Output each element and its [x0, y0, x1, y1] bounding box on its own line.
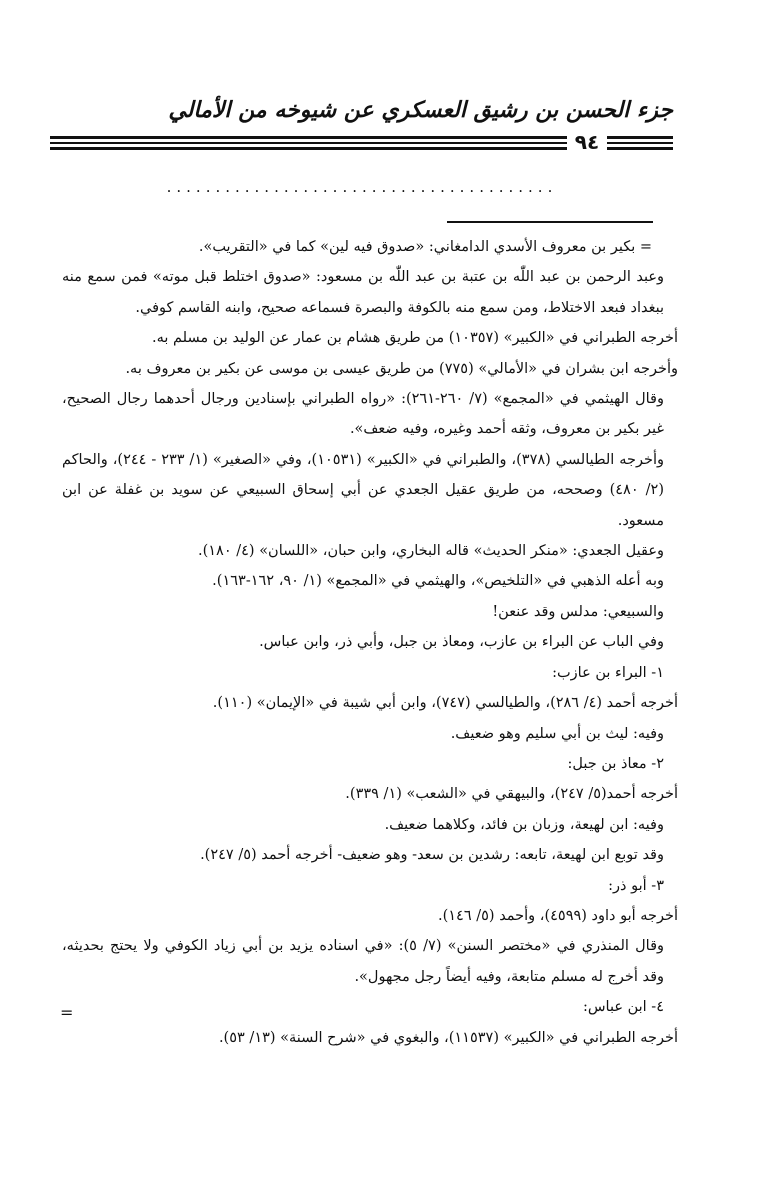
- footnote-line: وعقيل الجعدي: «منكر الحديث» قاله البخاري، وابن حبان، «اللسان» (٤/ ١٨٠).: [197, 543, 664, 560]
- footnote-line: وعبد الرحمن بن عبد اللّٰه بن عتبة بن عبد اللّٰه بن مسعود: «صدوق اختلط قبل موته» فمن سمع منه ببغداد فبعد الاختلاط، ومن سمع منه بالكوفة والبصرة فسماعه صحيح، وابنه القاسم كوفي.: [62, 269, 664, 316]
- footnote-line: أخرجه الطبراني في «الكبير» (١٠٣٥٧) من طريق هشام بن عمار عن الوليد بن مسلم به.: [151, 330, 678, 347]
- running-header-title: جزء الحسن بن رشيق العسكري عن شيوخه من الأمالي: [168, 97, 673, 123]
- footnote-line: وقد توبع ابن لهيعة، تابعه: رشدين بن سعد- وهو ضعيف- أخرجه أحمد (٥/ ٢٤٧).: [200, 847, 664, 864]
- footnote-line: أخرجه الطبراني في «الكبير» (١١٥٣٧)، والبغوي في «شرح السنة» (١٣/ ٥٣).: [218, 1029, 678, 1046]
- dotted-separator: ........................................: [166, 178, 558, 196]
- footnote-text: [62, 232, 678, 1053]
- footnote-line: والسبيعي: مدلس وقد عنعن!: [492, 603, 664, 620]
- footnote-rule: [447, 221, 653, 223]
- continuation-mark: =: [60, 1003, 74, 1022]
- footnote-line: وقال الهيثمي في «المجمع» (٧/ ٢٦٠-٢٦١): «رواه الطبراني بإسنادين ورجال أحدهما رجال الصحيح، غير بكير بن معروف، وثقه أحمد وغيره، وفيه ضعف».: [62, 391, 664, 438]
- footnote-line: وبه أعله الذهبي في «التلخيص»، والهيثمي في «المجمع» (١/ ٩٠، ١٦٢-١٦٣).: [212, 573, 664, 590]
- footnote-line: ٤- ابن عباس:: [582, 999, 664, 1016]
- footnote-line: أخرجه أحمد (٤/ ٢٨٦)، والطيالسي (٧٤٧)، وابن أبي شيبة في «الإيمان» (١١٠).: [212, 695, 678, 712]
- footnote-line: = بكير بن معروف الأسدي الدامغاني: «صدوق فيه لين» كما في «التقريب».: [198, 239, 652, 255]
- footnote-line: أخرجه أحمد(٥/ ٢٤٧)، والبيهقي في «الشعب» (١/ ٣٣٩).: [345, 786, 678, 803]
- footnote-line: وفيه: ليث بن أبي سليم وهو ضعيف.: [450, 725, 664, 742]
- footnote-line: وفيه: ابن لهيعة، وزبان بن فائد، وكلاهما ضعيف.: [384, 816, 664, 833]
- page-number: ٩٤: [567, 128, 607, 156]
- footnote-line: ٢- معاذ بن جبل:: [567, 755, 664, 772]
- footnote-line: وفي الباب عن البراء بن عازب، ومعاذ بن جبل، وأبي ذر، وابن عباس.: [259, 634, 664, 651]
- footnote-line: أخرجه أبو داود (٤٥٩٩)، وأحمد (٥/ ١٤٦).: [437, 907, 678, 924]
- footnote-line: وأخرجه الطيالسي (٣٧٨)، والطبراني في «الكبير» (١٠٥٣١)، وفي «الصغير» (١/ ٢٣٣ - ٢٤٤)، والحاكم (٢/ ٤٨٠) وصححه، من طريق عقيل الجعدي عن أبي إسحاق السبيعي عن سويد بن غفلة عن ابن مسعود.: [62, 451, 665, 529]
- footnote-line: وقال المنذري في «مختصر السنن» (٧/ ٥): «في اسناده يزيد بن أبي زياد الكوفي ولا يحتج بحديثه، وقد أخرج له مسلم متابعة، وفيه أيضاً رجل مجهول».: [62, 938, 664, 985]
- footnote-line: ١- البراء بن عازب:: [552, 664, 664, 681]
- footnote-line: وأخرجه ابن بشران في «الأمالي» (٧٧٥) من طريق عيسى بن موسى عن بكير بن معروف به.: [125, 360, 678, 377]
- footnote-line: ٣- أبو ذر:: [608, 877, 664, 894]
